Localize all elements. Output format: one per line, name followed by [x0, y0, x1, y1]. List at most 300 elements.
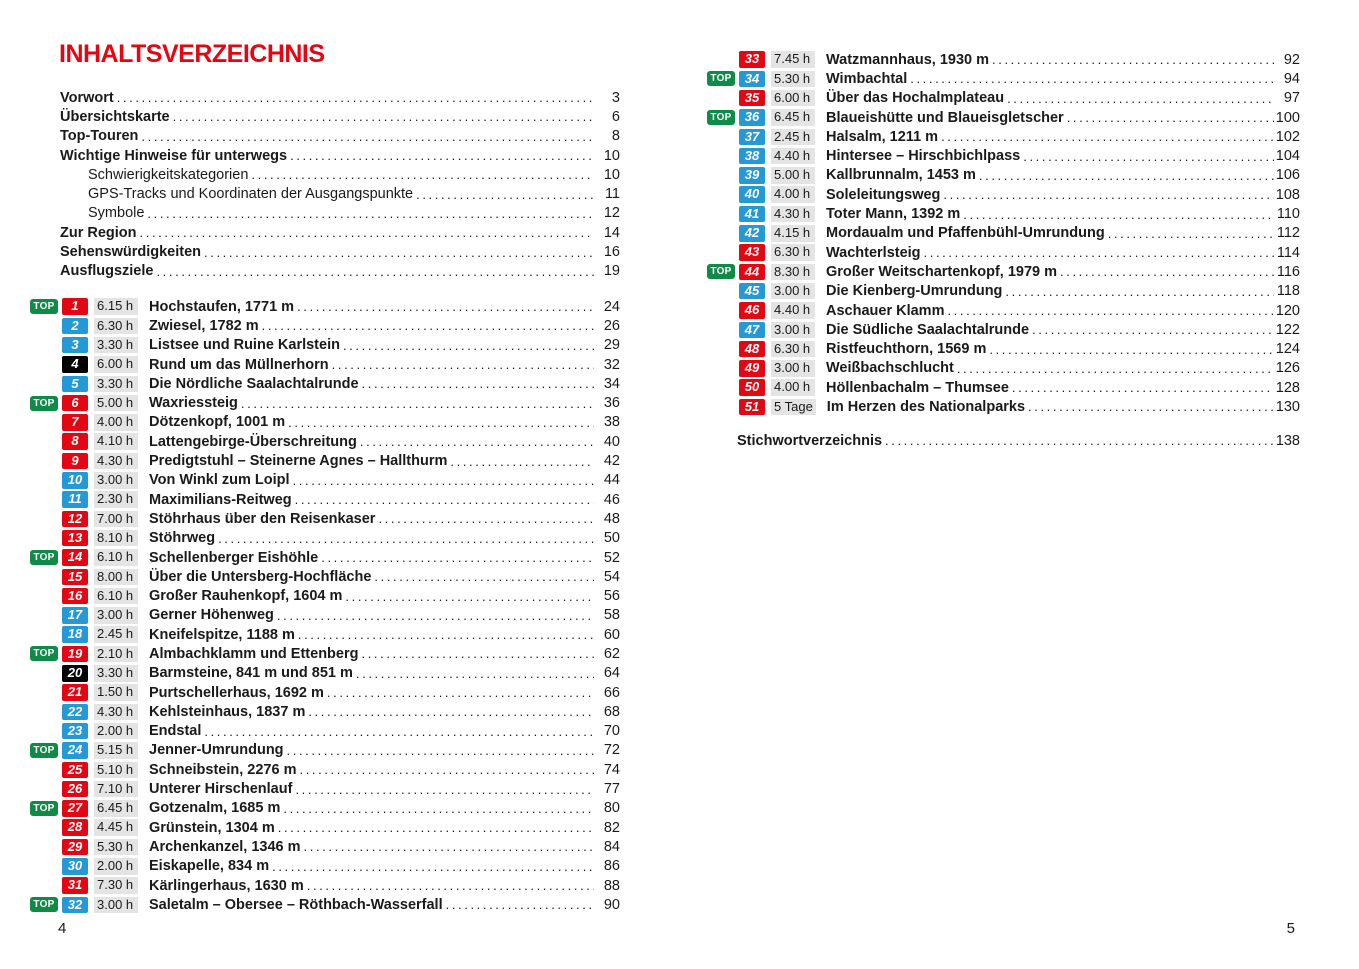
tour-entry — [30, 644, 620, 663]
dotted-leader — [1002, 284, 1274, 299]
dotted-leader — [201, 245, 594, 260]
tour-entry — [30, 741, 620, 760]
tour-number-badge: 26 — [62, 781, 88, 798]
tour-number-badge: 27 — [62, 800, 88, 817]
tour-page: 44 — [603, 472, 620, 489]
tour-entry — [30, 625, 620, 644]
tour-title: Gerner Höhenweg — [149, 607, 274, 624]
tour-duration: 6.30 h — [94, 318, 138, 335]
dotted-leader — [301, 839, 594, 854]
tour-number-badge: 51 — [739, 399, 765, 416]
tour-duration: 3.00 h — [771, 322, 815, 339]
front-matter-entry — [60, 127, 620, 146]
tour-entry — [707, 397, 1300, 416]
dotted-leader — [413, 187, 594, 202]
tour-entry — [30, 451, 620, 470]
tour-duration: 6.15 h — [94, 298, 138, 315]
tour-duration: 2.30 h — [94, 491, 138, 508]
top-badge-slot — [30, 801, 60, 816]
tour-number-badge: 17 — [62, 607, 88, 624]
dotted-leader — [287, 148, 594, 163]
tour-page: 128 — [1275, 379, 1300, 396]
tour-page: 100 — [1275, 109, 1300, 126]
dotted-leader — [201, 724, 594, 739]
front-matter-entry — [60, 262, 620, 281]
top-badge: TOP — [30, 897, 58, 912]
tour-title: Endstal — [149, 723, 202, 740]
tour-page: 70 — [603, 723, 620, 740]
front-matter-entry — [60, 107, 620, 126]
dotted-leader — [954, 361, 1274, 376]
tour-duration: 3.30 h — [94, 337, 138, 354]
top-badge-slot — [30, 743, 60, 758]
tour-duration: 2.10 h — [94, 646, 138, 663]
tour-entry — [30, 374, 620, 393]
dotted-leader — [329, 357, 594, 372]
dotted-leader — [259, 318, 594, 333]
top-badge: TOP — [707, 71, 735, 86]
tour-title: Barmsteine, 841 m und 851 m — [149, 665, 353, 682]
front-matter-entry — [60, 204, 620, 223]
dotted-leader — [280, 801, 594, 816]
dotted-leader — [357, 434, 594, 449]
tour-number-badge: 36 — [739, 109, 765, 126]
tour-duration: 4.00 h — [771, 379, 815, 396]
tour-duration: 5 Tage — [771, 399, 816, 416]
tour-duration: 6.00 h — [94, 356, 138, 373]
tour-title: Rund um das Müllnerhorn — [149, 356, 329, 373]
tour-duration: 4.10 h — [94, 433, 138, 450]
tour-number-badge: 37 — [739, 129, 765, 146]
tour-page: 46 — [603, 491, 620, 508]
tour-entry — [707, 224, 1300, 243]
tour-number-badge: 46 — [739, 302, 765, 319]
tour-page: 104 — [1275, 148, 1300, 165]
tour-entry — [707, 359, 1300, 378]
tour-duration: 6.30 h — [771, 341, 815, 358]
tour-entry — [30, 586, 620, 605]
dotted-leader — [294, 299, 594, 314]
tour-entry — [30, 683, 620, 702]
tour-title: Lattengebirge-Überschreitung — [149, 433, 357, 450]
tour-number-badge: 23 — [62, 723, 88, 740]
tour-entry — [707, 262, 1300, 281]
tour-title: Gotzenalm, 1685 m — [149, 800, 281, 817]
tour-page: 42 — [603, 453, 620, 470]
tour-duration: 2.45 h — [771, 129, 815, 146]
tour-title: Waxriessteig — [149, 395, 238, 412]
tour-entry — [30, 548, 620, 567]
tour-title: Dötzenkopf, 1001 m — [149, 414, 286, 431]
tour-page: 77 — [603, 781, 620, 798]
tour-duration: 2.45 h — [94, 626, 138, 643]
dotted-leader — [976, 168, 1274, 183]
tour-title: Soleleitungsweg — [826, 186, 941, 203]
tour-duration: 2.00 h — [94, 858, 138, 875]
tour-entry — [30, 722, 620, 741]
tour-duration: 3.00 h — [771, 283, 815, 300]
tour-title: Purtschellerhaus, 1692 m — [149, 684, 324, 701]
tour-number-badge: 34 — [739, 71, 765, 88]
tour-page: 82 — [603, 819, 620, 836]
dotted-leader — [1009, 380, 1274, 395]
tour-title: Saletalm – Obersee – Röthbach-Wasserfall — [149, 896, 443, 913]
tour-duration: 6.45 h — [94, 800, 138, 817]
tour-number-badge: 25 — [62, 762, 88, 779]
dotted-leader — [296, 762, 594, 777]
dotted-leader — [1064, 110, 1274, 125]
tour-number-badge: 22 — [62, 704, 88, 721]
tour-page: 40 — [603, 433, 620, 450]
top-badge-slot — [30, 897, 60, 912]
tour-page: 24 — [603, 298, 620, 315]
tour-number-badge: 40 — [739, 186, 765, 203]
tour-number-badge: 38 — [739, 148, 765, 165]
tour-page: 126 — [1275, 360, 1300, 377]
tour-entry — [707, 69, 1300, 88]
tour-page: 34 — [603, 375, 620, 392]
tour-page: 38 — [603, 414, 620, 431]
tour-number-badge: 28 — [62, 819, 88, 836]
dotted-leader — [447, 454, 594, 469]
tour-duration: 8.10 h — [94, 530, 138, 547]
tour-duration: 1.50 h — [94, 684, 138, 701]
dotted-leader — [443, 897, 594, 912]
dotted-leader — [285, 415, 594, 430]
entry-page: 11 — [604, 186, 620, 203]
tour-entry — [707, 50, 1300, 69]
tour-duration: 3.30 h — [94, 665, 138, 682]
dotted-leader — [986, 342, 1274, 357]
tour-title: Wachterlsteig — [826, 244, 921, 261]
tour-title: Im Herzen des Nationalparks — [826, 398, 1026, 415]
entry-page: 16 — [603, 244, 620, 261]
tour-title: Über die Untersberg-Hochfläche — [149, 568, 372, 585]
tour-title: Kallbrunnalm, 1453 m — [826, 167, 976, 184]
tour-entry — [30, 393, 620, 412]
entry-label: Schwierigkeitskategorien — [88, 166, 249, 183]
index-entry-label: Stichwortverzeichnis — [737, 432, 883, 449]
tour-duration: 3.00 h — [94, 472, 138, 489]
tour-number-badge: 15 — [62, 569, 88, 586]
top-badge-slot — [707, 264, 737, 279]
tour-number-badge: 20 — [62, 665, 88, 682]
dotted-leader — [1020, 149, 1274, 164]
dotted-leader — [137, 225, 594, 240]
dotted-leader — [938, 129, 1274, 144]
tour-title: Über das Hochalmplateau — [826, 90, 1005, 107]
top-badge: TOP — [30, 299, 58, 314]
tour-entry — [707, 127, 1300, 146]
tour-title: Almbachklamm und Ettenberg — [149, 645, 359, 662]
tour-number-badge: 41 — [739, 206, 765, 223]
tour-page: 74 — [603, 761, 620, 778]
tour-number-badge: 16 — [62, 588, 88, 605]
tour-entry — [30, 336, 620, 355]
page-number-right: 5 — [1286, 920, 1295, 937]
tour-number-badge: 33 — [739, 51, 765, 68]
dotted-leader — [989, 52, 1274, 67]
tour-duration: 4.40 h — [771, 302, 815, 319]
dotted-leader — [274, 608, 594, 623]
tour-title: Kärlingerhaus, 1630 m — [149, 877, 304, 894]
top-badge: TOP — [30, 646, 58, 661]
tour-entry — [30, 857, 620, 876]
tour-number-badge: 11 — [62, 491, 88, 508]
tour-page: 66 — [603, 684, 620, 701]
tour-title: Kneifelspitze, 1188 m — [149, 626, 295, 643]
entry-page: 8 — [611, 128, 620, 145]
tour-entry — [707, 146, 1300, 165]
tour-page: 108 — [1275, 186, 1300, 203]
tour-entry — [30, 702, 620, 721]
entry-page: 6 — [611, 108, 620, 125]
tour-number-badge: 9 — [62, 453, 88, 470]
dotted-leader — [114, 90, 594, 105]
dotted-leader — [375, 511, 594, 526]
tour-entry — [30, 509, 620, 528]
top-badge: TOP — [707, 110, 735, 125]
entry-label: Symbole — [88, 205, 145, 222]
tour-title: Toter Mann, 1392 m — [826, 206, 961, 223]
tour-number-badge: 39 — [739, 167, 765, 184]
tour-duration: 5.15 h — [94, 742, 138, 759]
tour-duration: 5.30 h — [771, 71, 815, 88]
tour-number-badge: 21 — [62, 684, 88, 701]
tour-entry — [30, 471, 620, 490]
dotted-leader — [295, 627, 594, 642]
tour-page: 110 — [1276, 206, 1300, 223]
tour-number-badge: 6 — [62, 395, 88, 412]
tour-entry — [30, 818, 620, 837]
front-matter-entry — [60, 146, 620, 165]
tour-duration: 4.30 h — [94, 704, 138, 721]
tour-entry — [30, 529, 620, 548]
tour-duration: 7.10 h — [94, 781, 138, 798]
tour-entry — [30, 895, 620, 914]
tour-title: Aschauer Klamm — [826, 302, 945, 319]
tour-page: 60 — [603, 626, 620, 643]
dotted-leader — [269, 859, 594, 874]
tour-number-badge: 49 — [739, 360, 765, 377]
tour-page: 130 — [1275, 398, 1300, 415]
dotted-leader — [290, 473, 594, 488]
tour-entry — [30, 606, 620, 625]
tour-page: 52 — [603, 549, 620, 566]
dotted-leader — [921, 245, 1274, 260]
dotted-leader — [940, 187, 1274, 202]
tour-duration: 7.00 h — [94, 511, 138, 528]
tour-page: 58 — [603, 607, 620, 624]
tour-entry — [707, 89, 1300, 108]
tour-page: 122 — [1275, 321, 1300, 338]
tour-duration: 7.30 h — [94, 877, 138, 894]
entry-page: 12 — [603, 205, 620, 222]
tour-entry — [30, 779, 620, 798]
tour-page: 92 — [1283, 51, 1300, 68]
tour-duration: 3.00 h — [94, 607, 138, 624]
tour-entry — [30, 413, 620, 432]
entry-label: Zur Region — [60, 224, 137, 241]
dotted-leader — [304, 878, 594, 893]
tour-duration: 3.30 h — [94, 376, 138, 393]
tour-duration: 4.30 h — [94, 453, 138, 470]
dotted-leader — [170, 109, 594, 124]
entry-page: 14 — [603, 224, 620, 241]
tour-duration: 6.00 h — [771, 90, 815, 107]
top-badge: TOP — [30, 743, 58, 758]
tour-page: 56 — [603, 588, 620, 605]
tour-entry — [707, 108, 1300, 127]
dotted-leader — [215, 531, 594, 546]
tour-page: 84 — [603, 838, 620, 855]
tour-number-badge: 18 — [62, 626, 88, 643]
entry-label: Vorwort — [60, 89, 114, 106]
dotted-leader — [359, 376, 594, 391]
tour-entry — [707, 282, 1300, 301]
tour-entry — [707, 378, 1300, 397]
tour-duration: 8.30 h — [771, 264, 815, 281]
tour-number-badge: 8 — [62, 433, 88, 450]
dotted-leader — [944, 303, 1274, 318]
tour-entry — [30, 490, 620, 509]
tour-title: Von Winkl zum Loipl — [149, 472, 290, 489]
tour-entry — [30, 316, 620, 335]
tour-page: 80 — [603, 800, 620, 817]
tour-page: 32 — [603, 356, 620, 373]
tour-duration: 7.45 h — [771, 51, 815, 68]
tour-page: 88 — [603, 877, 620, 894]
tour-title: Mordaualm und Pfaffenbühl-Umrundung — [826, 225, 1105, 242]
dotted-leader — [284, 743, 594, 758]
top-badge: TOP — [707, 264, 735, 279]
dotted-leader — [353, 666, 594, 681]
tour-title: Großer Rauhenkopf, 1604 m — [149, 588, 343, 605]
tour-entry — [30, 799, 620, 818]
tour-number-badge: 5 — [62, 376, 88, 393]
dotted-leader — [275, 820, 594, 835]
dotted-leader — [292, 782, 594, 797]
tour-entry — [30, 567, 620, 586]
tour-title: Wimbachtal — [826, 70, 908, 87]
tour-duration: 8.00 h — [94, 569, 138, 586]
front-matter-entry — [60, 184, 620, 203]
tour-title: Ristfeuchthorn, 1569 m — [826, 341, 987, 358]
top-badge: TOP — [30, 801, 58, 816]
top-badge-slot — [30, 550, 60, 565]
tour-page: 29 — [603, 337, 620, 354]
tour-entry — [30, 297, 620, 316]
entry-page: 10 — [603, 166, 620, 183]
tour-page: 26 — [603, 317, 620, 334]
dotted-leader — [144, 206, 594, 221]
tour-page: 54 — [603, 568, 620, 585]
entry-label: Ausflugsziele — [60, 263, 154, 280]
tour-title: Blaueishütte und Blaueisgletscher — [826, 109, 1064, 126]
tour-title: Grünstein, 1304 m — [149, 819, 275, 836]
dotted-leader — [960, 207, 1274, 222]
tour-number-badge: 13 — [62, 530, 88, 547]
tour-number-badge: 48 — [739, 341, 765, 358]
entry-page: 3 — [611, 89, 620, 106]
dotted-leader — [371, 569, 594, 584]
tour-title: Unterer Hirschenlauf — [149, 781, 293, 798]
tour-title: Großer Weitschartenkopf, 1979 m — [826, 263, 1058, 280]
tour-list-right — [707, 50, 1300, 417]
top-badge-slot — [30, 646, 60, 661]
tour-title: Höllenbachalm – Thumsee — [826, 379, 1009, 396]
tour-duration: 6.10 h — [94, 549, 138, 566]
tour-title: Listsee und Ruine Karlstein — [149, 337, 340, 354]
tour-duration: 2.00 h — [94, 723, 138, 740]
tour-page: 116 — [1276, 263, 1300, 280]
tour-title: Kehlsteinhaus, 1837 m — [149, 703, 306, 720]
tour-page: 64 — [603, 665, 620, 682]
dotted-leader — [1105, 226, 1274, 241]
tour-number-badge: 24 — [62, 742, 88, 759]
tour-entry — [707, 320, 1300, 339]
tour-title: Stöhrweg — [149, 530, 216, 547]
tour-number-badge: 47 — [739, 322, 765, 339]
tour-page: 90 — [603, 896, 620, 913]
entry-label: Top-Touren — [60, 128, 139, 145]
tour-page: 50 — [603, 530, 620, 547]
tour-duration: 5.00 h — [94, 395, 138, 412]
tour-title: Zwiesel, 1782 m — [149, 317, 259, 334]
tour-title: Weißbachschlucht — [826, 360, 954, 377]
index-entry-page: 138 — [1275, 432, 1300, 449]
tour-entry — [707, 204, 1300, 223]
dotted-leader — [907, 71, 1274, 86]
tour-title: Schneibstein, 2276 m — [149, 761, 297, 778]
entry-label: GPS-Tracks und Koordinaten der Ausgangspunkte — [88, 186, 414, 203]
tour-duration: 4.40 h — [771, 148, 815, 165]
top-badge-slot — [707, 110, 737, 125]
tour-duration: 4.00 h — [771, 186, 815, 203]
page-title: INHALTSVERZEICHNIS — [59, 40, 325, 68]
tour-page: 36 — [603, 395, 620, 412]
entry-label: Wichtige Hinweise für unterwegs — [60, 147, 288, 164]
tour-title: Stöhrhaus über den Reisenkaser — [149, 510, 376, 527]
tour-title: Eiskapelle, 834 m — [149, 858, 270, 875]
tour-number-badge: 7 — [62, 414, 88, 431]
tour-page: 97 — [1283, 90, 1300, 107]
tour-page: 68 — [603, 703, 620, 720]
tour-duration: 4.15 h — [771, 225, 815, 242]
index-entry — [737, 431, 1300, 450]
tour-number-badge: 2 — [62, 318, 88, 335]
dotted-leader — [238, 396, 594, 411]
tour-title: Hochstaufen, 1771 m — [149, 298, 295, 315]
tour-duration: 4.30 h — [771, 206, 815, 223]
tour-entry — [707, 185, 1300, 204]
tour-entry — [30, 355, 620, 374]
dotted-leader — [153, 264, 594, 279]
tour-page: 124 — [1275, 341, 1300, 358]
tour-page: 120 — [1275, 302, 1300, 319]
tour-number-badge: 14 — [62, 549, 88, 566]
tour-page: 94 — [1283, 70, 1300, 87]
tour-title: Halsalm, 1211 m — [826, 128, 939, 145]
dotted-leader — [340, 338, 594, 353]
tour-number-badge: 29 — [62, 839, 88, 856]
top-badge-slot — [707, 71, 737, 86]
dotted-leader — [358, 646, 594, 661]
tour-duration: 5.10 h — [94, 762, 138, 779]
dotted-leader — [138, 129, 594, 144]
tour-number-badge: 10 — [62, 472, 88, 489]
tour-entry — [707, 243, 1300, 262]
